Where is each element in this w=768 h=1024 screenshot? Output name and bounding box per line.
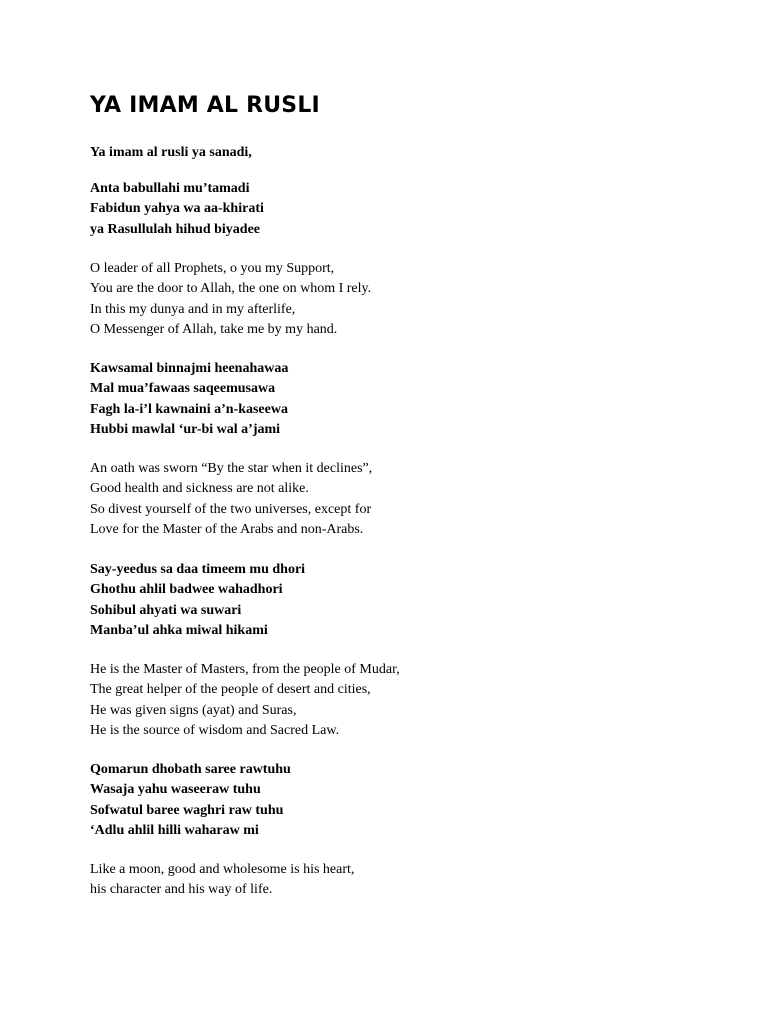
stanza-line: Say-yeedus sa daa timeem mu dhori — [90, 562, 306, 577]
stanza-line: You are the door to Allah, the one on whom I rely. — [90, 281, 372, 297]
stanza-line: He was given signs (ayat) and Suras, — [90, 702, 297, 718]
stanza-line: Ghothu ahlil badwee wahadhori — [90, 582, 283, 598]
stanza-line: An oath was sworn “By the star when it declines”, — [90, 461, 373, 476]
document-title: YA IMAM AL RUSLI — [90, 93, 320, 118]
stanza-1 — [90, 143, 252, 163]
stanza-line: Kawsamal binnajmi heenahawaa — [90, 361, 289, 376]
stanza-7 — [90, 660, 400, 741]
stanza-line: Mal mua’fawaas saqeemusawa — [90, 381, 276, 397]
stanza-2 — [90, 179, 264, 240]
stanza-line: Fagh la-i’l kawnaini a’n-kaseewa — [90, 401, 288, 417]
stanza-9 — [90, 860, 354, 901]
stanza-line: ya Rasullulah hihud biyadee — [90, 221, 261, 237]
stanza-line: He is the source of wisdom and Sacred Law. — [90, 722, 340, 738]
stanza-line: Fabidun yahya wa aa-khirati — [90, 201, 264, 217]
stanza-line: Love for the Master of the Arabs and non-Arabs. — [90, 521, 364, 537]
stanza-6 — [90, 560, 305, 641]
stanza-line: Ya imam al rusli ya sanadi, — [90, 145, 252, 160]
stanza-line: Hubbi mawlal ‘ur-bi wal a’jami — [90, 421, 281, 437]
stanza-3 — [90, 259, 371, 340]
stanza-line: ‘Adlu ahlil hilli waharaw mi — [90, 822, 259, 838]
stanza-line: In this my dunya and in my afterlife, — [90, 301, 296, 317]
stanza-line: He is the Master of Masters, from the people of Mudar, — [90, 662, 400, 677]
stanza-line: Sofwatul baree waghri raw tuhu — [90, 802, 284, 818]
stanza-line: Wasaja yahu waseeraw tuhu — [90, 782, 261, 798]
stanza-4 — [90, 359, 288, 440]
stanza-line: Sohibul ahyati wa suwari — [90, 602, 242, 618]
stanza-line: Good health and sickness are not alike. — [90, 481, 309, 497]
stanza-line: Anta babullahi mu’tamadi — [90, 181, 250, 196]
stanza-line: O leader of all Prophets, o you my Support, — [90, 261, 335, 276]
stanza-line: Manba’ul ahka miwal hikami — [90, 622, 268, 638]
stanza-8 — [90, 760, 291, 841]
stanza-5 — [90, 459, 372, 540]
stanza-line: O Messenger of Allah, take me by my hand. — [90, 321, 338, 337]
stanza-line: The great helper of the people of desert and cities, — [90, 682, 371, 698]
stanza-line: Like a moon, good and wholesome is his heart, — [90, 862, 355, 877]
stanza-line: Qomarun dhobath saree rawtuhu — [90, 762, 291, 777]
stanza-line: his character and his way of life. — [90, 882, 273, 898]
stanza-line: So divest yourself of the two universes, except for — [90, 501, 372, 517]
